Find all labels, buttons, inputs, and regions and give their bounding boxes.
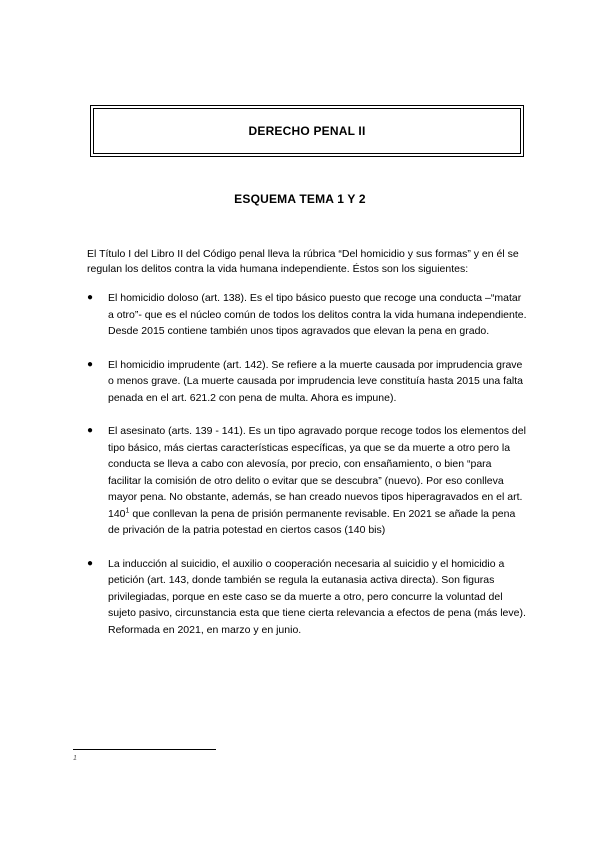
list-item [87,357,527,407]
list-item [87,290,527,340]
footnote-reference[interactable]: 1 [125,507,130,514]
document-title: DERECHO PENAL II [248,124,366,138]
list-item-text-before: El asesinato (arts. 139 - 141). Es un tipo agravado porque recoge todos los elementos del tipo básico, más ciertas características específicas, ya que se da muerte a otro pero la conducta se lleva a cabo con alevosía, por precio, con ensañamiento, o bien “para facilitar la comisión de otro delito o evitar que se descubra” (nuevo). Por eso conlleva mayor pena. No obstante, además, se han creado nuevos tipos hiperagravados en el art. 140 [108,425,526,520]
list-item [87,556,527,639]
footnote-separator [73,749,216,750]
bullet-icon: ● [87,292,94,303]
bullet-icon: ● [87,425,94,436]
bullet-icon: ● [87,557,94,569]
bullet-icon: ● [87,358,94,370]
list-item-text: La inducción al suicidio, el auxilio o cooperación necesaria al suicidio y el homicidio a petición (art. 143, donde también se regula la eutanasia activa directa). Son figuras privilegiadas, porque en este caso se da muerte a otro, pero concurre la voluntad del sujeto pasivo, circunstancia esta que tiene cierta relevancia a efectos de pena (más leve). Reformada en 2021, en marzo y en junio. [108,557,526,636]
footnote-mark: 1 [73,755,77,762]
document-subtitle: ESQUEMA TEMA 1 Y 2 [234,192,366,206]
list-item-text-after: que conllevan la pena de prisión permanente revisable. En 2021 se añade la pena de privación de la patria potestad en ciertos casos (140 bis) [108,507,516,536]
title-box [93,108,521,154]
list-item [87,423,527,539]
list-item-text: El homicidio imprudente (art. 142). Se refiere a la muerte causada por imprudencia grave o menos grave. (La muerte causada por imprudencia leve constituía hasta 2015 una falta penada en el art. 621.2 con pena de multa. Ahora es impune). [108,358,524,404]
crime-list [87,290,527,655]
intro-paragraph: El Título I del Libro II del Código penal lleva la rúbrica “Del homicidio y sus formas” y en él se regulan los delitos contra la vida humana independiente. Éstos son los siguientes: [87,248,519,275]
list-item-text: El homicidio doloso (art. 138). Es el tipo básico puesto que recoge una conducta –“matar a otro”- que es el núcleo común de todos los delitos contra la vida humana independiente. Desde 2015 contiene también unos tipos agravados que elevan la pena en grado. [108,292,527,337]
